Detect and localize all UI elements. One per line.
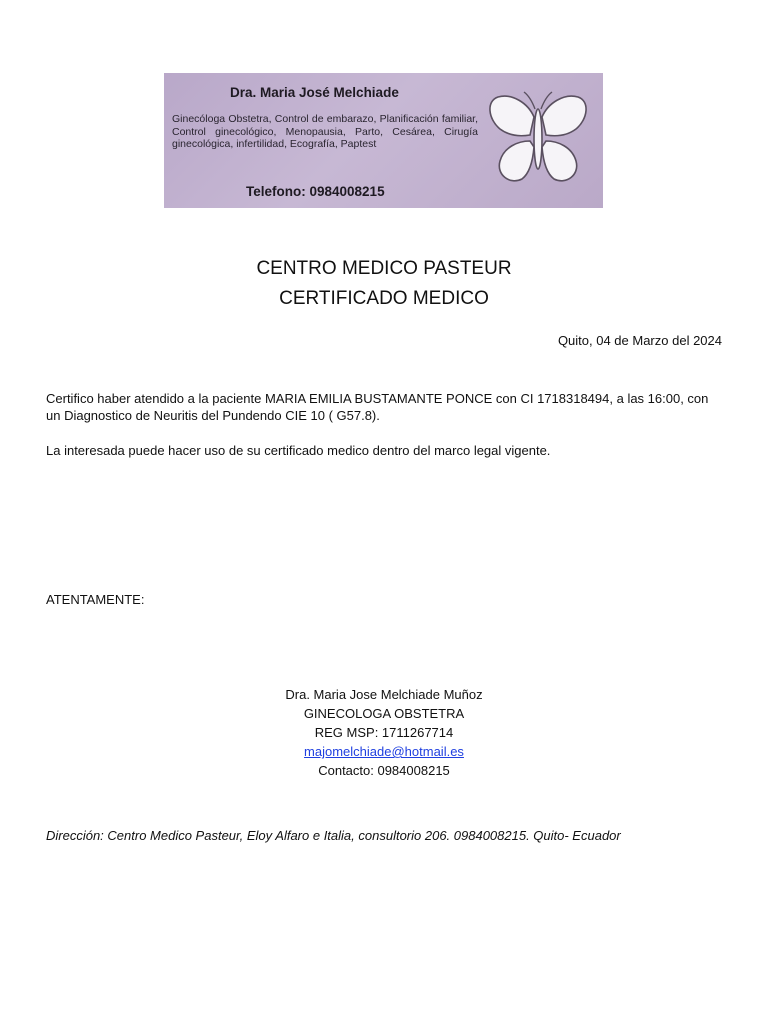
center-title: CENTRO MEDICO PASTEUR [256, 258, 512, 279]
letterhead-banner [164, 73, 603, 208]
certificate-title: CERTIFICADO MEDICO [279, 288, 489, 309]
signature-block [0, 685, 768, 780]
usage-paragraph: La interesada puede hacer uso de su certificado medico dentro del marco legal vigente. [46, 443, 551, 458]
signature-title: GINECOLOGA OBSTETRA [303, 706, 465, 721]
email-link[interactable]: majomelchiade@hotmail.es [304, 744, 464, 759]
banner-services: Ginecóloga Obstetra, Control de embarazo, Planificación familiar, Control ginecológico, Menopausia, Parto, Cesárea, Cirugía ginecológica, infertilidad, Ecografía, Paptest [172, 113, 478, 150]
signature-name: Dra. Maria Jose Melchiade Muñoz [285, 687, 483, 702]
document-date: Quito, 04 de Marzo del 2024 [557, 333, 722, 348]
closing-text: ATENTAMENTE: [46, 592, 145, 607]
signature-contact: Contacto: 0984008215 [318, 763, 450, 778]
butterfly-icon [484, 89, 592, 189]
signature-registration: REG MSP: 1711267714 [314, 725, 454, 740]
banner-phone: Telefono: 0984008215 [246, 184, 385, 199]
banner-doctor-name: Dra. Maria José Melchiade [230, 85, 399, 100]
footer-address: Dirección: Centro Medico Pasteur, Eloy Alfaro e Italia, consultorio 206. 0984008215. Quito- Ecuador [46, 828, 621, 843]
certification-paragraph: Certifico haber atendido a la paciente MARIA EMILIA BUSTAMANTE PONCE con CI 1718318494, a las 16:00, con un Diagnostico de Neuritis del Pundendo CIE 10 ( G57.8). [46, 391, 709, 423]
